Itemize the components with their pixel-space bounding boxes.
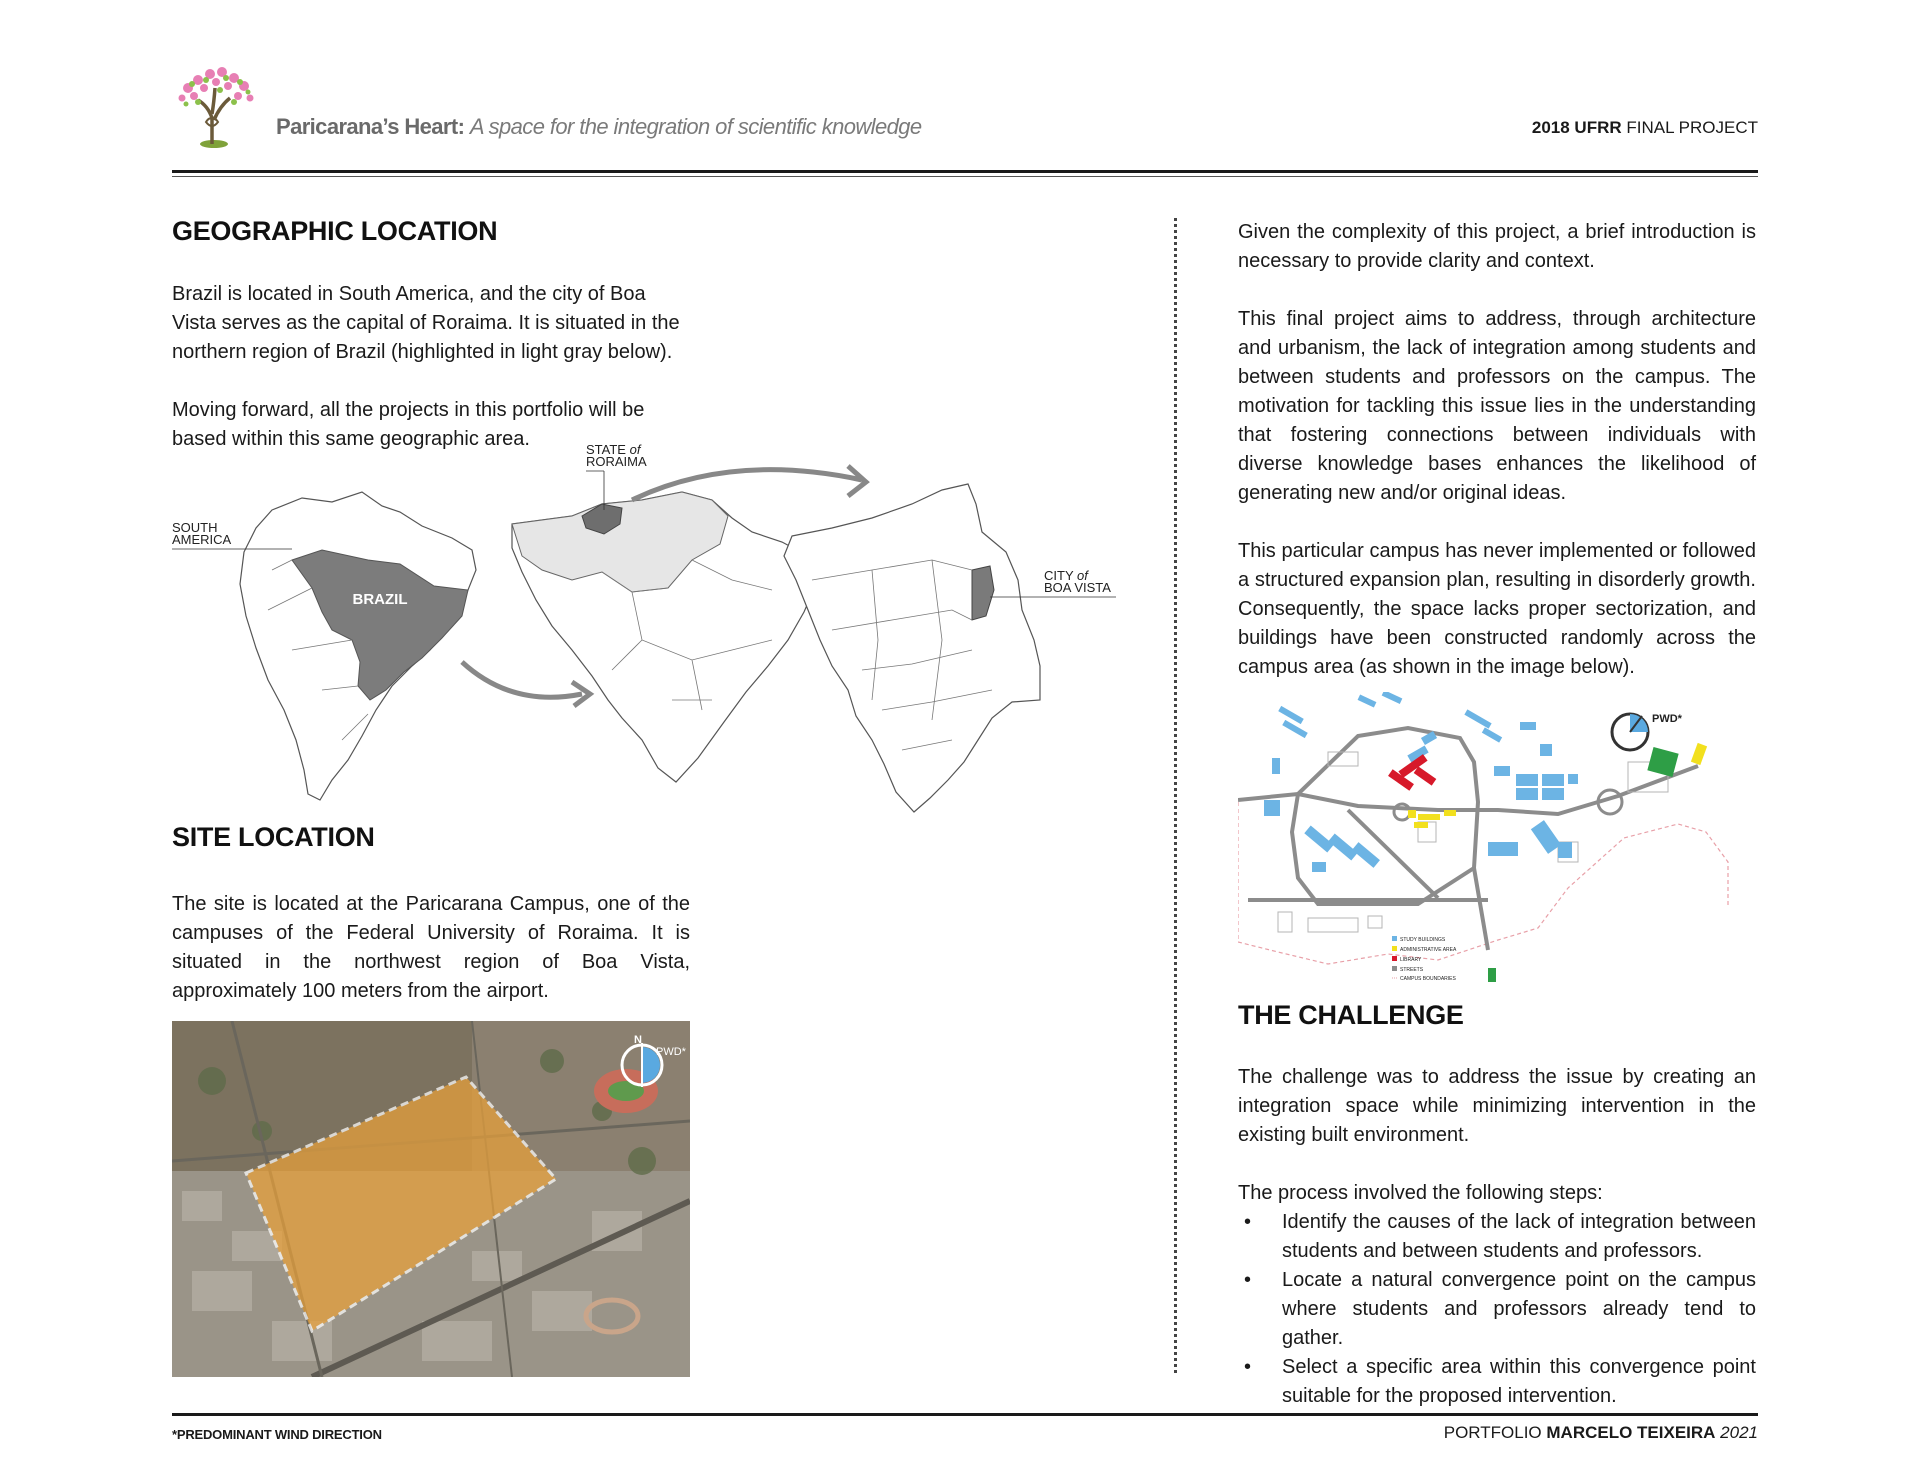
list-item: • Identify the causes of the lack of integration between students and between students and professors.: [1238, 1208, 1756, 1266]
geographic-location-text: [172, 280, 690, 454]
compass-pwd-label: PWD*: [1652, 713, 1682, 725]
satellite-drawing: [172, 1021, 690, 1377]
paragraph: This final project aims to address, through architecture and urbanism, the lack of integration among students and between students and professors on the campus. The motivation for tackling this issue lies in the understanding that fostering connections between individuals with diverse knowledge bases enhances the likelihood of generating new and/or original ideas.: [1238, 308, 1756, 504]
paragraph: Brazil is located in South America, and the city of Boa Vista serves as the capital of Roraima. It is situated in the northern region of Brazil (highlighted in light gray below).: [172, 283, 680, 363]
project-type-label: FINAL PROJECT: [1621, 118, 1758, 137]
site-location-text: The site is located at the Paricarana Campus, one of the campuses of the Federal University of Roraima. It is situated in the northwest region of Boa Vista, approximately 100 meters from the airport.: [172, 893, 690, 1002]
city-label-1: CITY of: [1044, 568, 1088, 583]
campus-legend: [1392, 936, 1457, 982]
geographic-location-heading: GEOGRAPHIC LOCATION: [172, 216, 498, 246]
project-year-label: 2018 UFRR: [1531, 118, 1622, 137]
site-location-heading: SITE LOCATION: [172, 822, 375, 852]
project-title: [276, 114, 922, 140]
steps-intro: The process involved the following steps:: [1238, 1182, 1603, 1204]
tree-logo: [168, 58, 268, 150]
campus-plan: [1238, 692, 1758, 988]
legend-item-admin: ADMINISTRATIVE AREA: [1400, 947, 1457, 953]
legend-item-boundaries: CAMPUS BOUNDARIES: [1400, 976, 1456, 982]
challenge-text: [1238, 1063, 1756, 1411]
introduction-text: [1238, 218, 1756, 682]
steps-list: [1238, 1208, 1756, 1411]
campus-streets: [1238, 728, 1698, 950]
the-challenge-heading: THE CHALLENGE: [1238, 1000, 1464, 1030]
project-title-subtitle: A space for the integration of scientific knowledge: [469, 114, 922, 139]
legend-item-streets: STREETS: [1400, 967, 1424, 973]
south-america-label-1: SOUTH: [172, 520, 218, 535]
compass-icon: [1612, 713, 1683, 750]
footnote: *PREDOMINANT WIND DIRECTION: [172, 1427, 382, 1442]
project-title-main: Paricarana’s Heart:: [276, 114, 465, 139]
portfolio-year: 2021: [1715, 1423, 1758, 1442]
column-divider: [1174, 218, 1177, 1373]
list-item: • Locate a natural convergence point on the campus where students and professors already tend to gather.: [1238, 1266, 1756, 1353]
portfolio-credit: [1444, 1423, 1758, 1443]
paragraph: This particular campus has never implemented or followed a structured expansion plan, resulting in disorderly growth. Consequently, the space lacks proper sectorization, and buildings have been constructed randomly across the campus area (as shown in the image below).: [1238, 540, 1756, 678]
state-label-1: STATE of: [586, 442, 641, 457]
legend-item-study: STUDY BUILDINGS: [1400, 937, 1446, 943]
brazil-label: BRAZIL: [352, 591, 408, 608]
campus-map: [1238, 692, 1758, 988]
compass-north-label: N: [634, 1034, 642, 1046]
paragraph: Given the complexity of this project, a brief introduction is necessary to provide clarity and context.: [1238, 221, 1756, 272]
compass-pwd-label: PWD*: [656, 1046, 686, 1058]
roraima-municipalities-outline: [784, 484, 1040, 812]
location-maps: [172, 440, 1122, 820]
author-name: MARCELO TEIXEIRA: [1546, 1423, 1716, 1442]
portfolio-label: PORTFOLIO: [1443, 1423, 1547, 1442]
paragraph: Moving forward, all the projects in this portfolio will be based within this same geographic area.: [172, 399, 645, 450]
south-america-label-2: AMERICA: [172, 532, 232, 547]
green-area: [1647, 747, 1678, 777]
header-rule: [172, 170, 1758, 173]
footer-rule: [172, 1413, 1758, 1416]
state-label-2: RORAIMA: [586, 454, 647, 469]
header-rule-thin: [172, 176, 1758, 177]
list-item: • Select a specific area within this convergence point suitable for the proposed intervention.: [1238, 1353, 1756, 1411]
site-satellite-image: [172, 1021, 690, 1377]
project-label: [1532, 118, 1758, 138]
legend-item-library: LIBRARY: [1400, 957, 1422, 963]
city-label-2: BOA VISTA: [1044, 580, 1111, 595]
paragraph: The challenge was to address the issue by creating an integration space while minimizing intervention in the existing built environment.: [1238, 1066, 1756, 1146]
